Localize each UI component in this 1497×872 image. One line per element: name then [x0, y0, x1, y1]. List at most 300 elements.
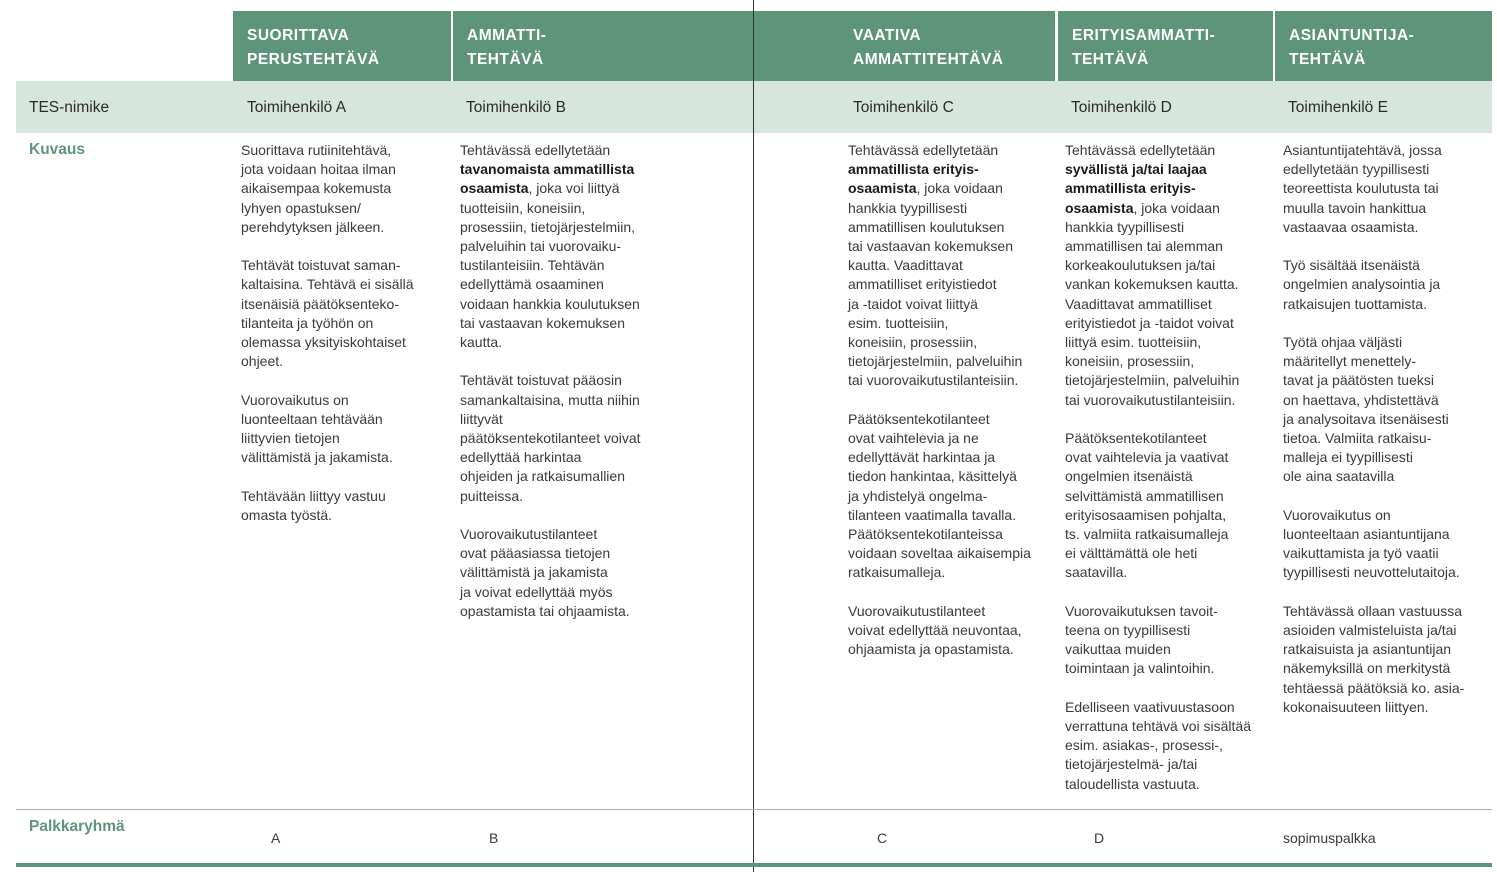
description-line [1283, 467, 1464, 486]
text: Vuorovaikutustilanteet [460, 526, 598, 543]
text: , joka voi liittyä [528, 180, 620, 197]
header-line: TEHTÄVÄ [467, 51, 544, 68]
text: liittyä esim. tuotteisiin, [1065, 334, 1202, 351]
description-line [460, 141, 641, 160]
header-line: TEHTÄVÄ [1072, 51, 1149, 68]
text: tietojärjestelmiin, palveluihin [848, 353, 1023, 370]
text: ovat pääasiassa tietojen [460, 545, 611, 562]
text: Tehtävässä edellytetään [848, 142, 999, 158]
text: tavat ja päätösten tueksi [1283, 372, 1434, 389]
description-line [460, 256, 641, 275]
description-line [1283, 448, 1464, 467]
description-line [848, 640, 1031, 659]
text: Työtä ohjaa väljästi [1283, 334, 1403, 350]
description-line [1283, 160, 1464, 179]
text: koneisiin, prosessiin, [1065, 353, 1195, 370]
text: ohjeet. [241, 353, 284, 370]
description-line [848, 563, 1031, 582]
text: kautta. [460, 334, 503, 351]
palkkaryhma-value-c: C [877, 830, 888, 846]
text: saatavilla. [1065, 564, 1128, 581]
description-line [1283, 275, 1464, 294]
text: ratkaisuista ja asiantuntijan [1283, 641, 1452, 658]
description-line [241, 295, 414, 314]
header-line: VAATIVA [853, 27, 922, 44]
text: tai vastaavan kokemuksen [848, 238, 1013, 255]
tes-value-e: Toimihenkilö E [1288, 99, 1388, 116]
text: ts. valmiita ratkaisumalleja [1065, 526, 1229, 543]
header-line: ASIANTUNTIJA- [1289, 27, 1415, 44]
description-line [460, 583, 641, 602]
description-line [1283, 429, 1464, 448]
text: erityistiedot ja -taidot voivat [1065, 314, 1234, 331]
text: Vuorovaikutus on [1283, 506, 1391, 523]
header-line: SUORITTAVA [247, 27, 350, 44]
text: puitteissa. [460, 487, 524, 504]
description-line [241, 160, 414, 179]
text: erityisosaamisen pohjalta, [1065, 506, 1227, 523]
text: , joka voidaan [1133, 199, 1220, 216]
text: tilanteen vaatimalla tavalla. [848, 506, 1017, 523]
text: kautta. Vaadittavat [848, 257, 963, 274]
description-line [848, 448, 1031, 467]
bold-text: ammatillista erityis- [848, 161, 979, 178]
text: Suorittava rutiinitehtävä, [241, 142, 392, 158]
description-paragraph [241, 141, 414, 237]
text: Edelliseen vaativuustasoon [1065, 698, 1235, 715]
bold-text: osaamista [848, 180, 917, 197]
description-line [241, 429, 414, 448]
description-paragraph [848, 602, 1031, 660]
description-line [460, 391, 641, 410]
description-column-b [460, 141, 641, 640]
description-line [848, 544, 1031, 563]
description-line [460, 448, 641, 467]
text: ja voivat edellyttää myös [460, 583, 613, 600]
description-line [1065, 314, 1251, 333]
text: lyhyen opastuksen/ [241, 199, 361, 216]
description-paragraph [241, 391, 414, 468]
description-line [1065, 640, 1251, 659]
description-line [460, 410, 641, 429]
description-line [1283, 602, 1464, 621]
description-line [1065, 391, 1251, 410]
description-line [848, 295, 1031, 314]
description-line [1283, 563, 1464, 582]
text: esim. asiakas-, prosessi-, [1065, 737, 1223, 754]
text: ratkaisumalleja. [848, 564, 946, 581]
description-line [241, 333, 414, 352]
text: määritellyt menettely- [1283, 353, 1417, 370]
description-line [1065, 736, 1251, 755]
text: palveluihin tai vuorovaiku- [460, 238, 622, 255]
text: päätöksentekotilanteet voivat [460, 430, 641, 447]
text: korkeakoulutuksen ja/tai [1065, 257, 1216, 274]
text: Tehtävässä ollaan vastuussa [1283, 602, 1462, 619]
text: ohjaamista ja opastamista. [848, 641, 1014, 658]
description-line [1283, 410, 1464, 429]
text: Tehtävät toistuvat pääosin [460, 372, 622, 389]
text: liittyvät [460, 410, 503, 427]
bold-text: tavanomaista ammatillista [460, 161, 635, 178]
description-paragraph [460, 525, 641, 621]
description-line [1283, 659, 1464, 678]
text: prosessiin, tietojärjestelmiin, [460, 218, 636, 235]
description-line [460, 371, 641, 390]
text: teena on tyypillisesti [1065, 622, 1191, 639]
description-line [1065, 199, 1251, 218]
text: ovat vaihtelevia ja vaativat [1065, 449, 1229, 466]
description-line [848, 160, 1031, 179]
description-line [848, 429, 1031, 448]
text: ongelmien itsenäistä [1065, 468, 1193, 485]
description-line [1065, 179, 1251, 198]
description-column-d [1065, 141, 1251, 813]
text: malleja ei tyypillisesti [1283, 449, 1413, 466]
text: vastaavaa osaamista. [1283, 218, 1419, 235]
description-line [460, 602, 641, 621]
palkkaryhma-label: Palkkaryhmä [29, 818, 125, 835]
text: Asiantuntijatehtävä, jossa [1283, 142, 1442, 158]
description-line [1065, 352, 1251, 371]
text: muulla tavoin hankittua [1283, 199, 1427, 216]
description-line [460, 333, 641, 352]
text: tiedon hankintaa, käsittelyä [848, 468, 1017, 485]
description-line [1065, 563, 1251, 582]
text: tyypillisesti neuvottelutaitoja. [1283, 564, 1460, 581]
text: ja -taidot voivat liittyä [848, 295, 978, 312]
tes-label: TES-nimike [29, 99, 110, 116]
text: voivat edellyttää neuvontaa, [848, 622, 1022, 639]
text: toimintaan ja valintoihin. [1065, 660, 1215, 677]
text: voidaan hankkia koulutuksen [460, 295, 640, 312]
text: edellytetään tyypillisesti [1283, 161, 1430, 178]
description-line [241, 352, 414, 371]
text: luonteeltaan asiantuntijana [1283, 526, 1450, 543]
description-line [848, 275, 1031, 294]
text: Päätöksentekotilanteissa [848, 526, 1003, 543]
text: perehdytyksen jälkeen. [241, 218, 385, 235]
description-line [460, 467, 641, 486]
description-line [848, 602, 1031, 621]
text: ja analysoitava itsenäisesti [1283, 410, 1449, 427]
text: luonteeltaan tehtävään [241, 410, 383, 427]
description-line [848, 371, 1031, 390]
header-line: TEHTÄVÄ [1289, 51, 1366, 68]
description-line [241, 506, 414, 525]
description-line [241, 391, 414, 410]
header-cell-2 [453, 11, 753, 81]
description-line [1065, 160, 1251, 179]
description-line [1065, 525, 1251, 544]
bold-text: osaamista [1065, 199, 1134, 216]
text: Vaadittavat ammatilliset [1065, 295, 1212, 312]
text: hankkia tyypillisesti [848, 199, 968, 216]
text: samankaltaisina, mutta niihin [460, 391, 640, 408]
description-column-c [848, 141, 1031, 679]
text: tai vastaavan kokemuksen [460, 314, 625, 331]
description-line [241, 487, 414, 506]
description-line [1065, 333, 1251, 352]
description-line [848, 314, 1031, 333]
text: tustilanteisiin. Tehtävän [460, 257, 605, 274]
description-column-a [241, 141, 414, 544]
text: ovat vaihtelevia ja ne [848, 430, 979, 447]
text: jota voidaan hoitaa ilman [241, 161, 396, 178]
text: selvittämistä ammatillisen [1065, 487, 1224, 504]
text: tai vuorovaikutustilanteisiin. [848, 372, 1019, 389]
description-line [1065, 371, 1251, 390]
header-cell-4 [1058, 11, 1273, 81]
description-line [848, 237, 1031, 256]
description-line [1283, 506, 1464, 525]
tes-value-b: Toimihenkilö B [466, 99, 566, 116]
text: Vuorovaikutustilanteet [848, 602, 986, 619]
description-line [1065, 544, 1251, 563]
description-line [460, 429, 641, 448]
text: edellyttää harkintaa [460, 449, 582, 466]
description-line [1283, 218, 1464, 237]
description-paragraph [848, 141, 1031, 391]
header-line: PERUSTEHTÄVÄ [247, 51, 380, 68]
description-line [848, 333, 1031, 352]
text: ammatillisen koulutuksen [848, 218, 1005, 235]
bold-text: osaamista [460, 180, 529, 197]
text: Tehtävässä edellytetään [1065, 142, 1216, 158]
description-paragraph [460, 141, 641, 352]
description-line [1065, 717, 1251, 736]
bottom-rule [16, 863, 1492, 867]
description-line [1065, 295, 1251, 314]
description-line [1065, 467, 1251, 486]
description-line [1283, 621, 1464, 640]
text: edellyttämä osaaminen [460, 276, 604, 293]
text: tietoa. Valmiita ratkaisu- [1283, 430, 1432, 447]
description-line [1283, 525, 1464, 544]
description-line [1283, 295, 1464, 314]
text: koneisiin, prosessiin, [848, 334, 978, 351]
text: Työ sisältää itsenäistä [1283, 257, 1420, 274]
text: tai vuorovaikutustilanteisiin. [1065, 391, 1236, 408]
text: Tehtävään liittyy vastuu [241, 487, 386, 504]
description-column-e [1283, 141, 1464, 736]
description-line [1283, 679, 1464, 698]
text: edellyttävät harkintaa ja [848, 449, 996, 466]
text: opastamista tai ohjaamista. [460, 602, 630, 619]
description-paragraph [1283, 256, 1464, 314]
description-paragraph [241, 256, 414, 371]
description-line [848, 199, 1031, 218]
description-line [1065, 698, 1251, 717]
description-line [848, 410, 1031, 429]
text: näkemyksillä on merkitystä [1283, 660, 1451, 677]
description-line [848, 467, 1031, 486]
description-line [848, 506, 1031, 525]
header-line: AMMATTITEHTÄVÄ [853, 51, 1004, 68]
description-line [460, 295, 641, 314]
description-line [460, 237, 641, 256]
description-paragraph [1065, 602, 1251, 679]
description-line [848, 352, 1031, 371]
text: asioiden valmisteluista ja/tai [1283, 622, 1457, 639]
text: ei välttämättä ole heti [1065, 545, 1198, 562]
text: Vuorovaikutuksen tavoit- [1065, 602, 1218, 619]
text: ohjeiden ja ratkaisumallien [460, 468, 625, 485]
description-line [848, 256, 1031, 275]
description-line [460, 160, 641, 179]
header-cell-1 [233, 11, 451, 81]
description-line [460, 487, 641, 506]
description-line [848, 621, 1031, 640]
description-line [1065, 659, 1251, 678]
description-line [460, 525, 641, 544]
description-line [1283, 179, 1464, 198]
text: välittämistä ja jakamista [460, 564, 608, 581]
description-paragraph [1065, 698, 1251, 794]
description-line [241, 141, 414, 160]
description-line [241, 199, 414, 218]
description-line [1065, 141, 1251, 160]
description-paragraph [1283, 602, 1464, 717]
palkkaryhma-value-e: sopimuspalkka [1283, 830, 1376, 846]
header-cell-3 [753, 11, 1055, 81]
text: olemassa yksityiskohtaiset [241, 334, 406, 351]
text: kokonaisuuteen liittyen. [1283, 698, 1429, 715]
page-fold-line [753, 0, 754, 872]
description-line [848, 179, 1031, 198]
text: ja yhdistelyä ongelma- [848, 487, 988, 504]
text: taloudellista vastuuta. [1065, 775, 1200, 792]
text: itsenäisiä päätöksenteko- [241, 295, 399, 312]
description-line [241, 256, 414, 275]
text: tietojärjestelmiin, palveluihin [1065, 372, 1240, 389]
tes-value-a: Toimihenkilö A [247, 99, 347, 116]
text: Vuorovaikutus on [241, 391, 349, 408]
description-line [1065, 602, 1251, 621]
description-line [241, 314, 414, 333]
text: Tehtävät toistuvat saman- [241, 257, 401, 274]
text: liittyvien tietojen [241, 430, 340, 447]
description-line [1283, 544, 1464, 563]
text: vaikuttaa muiden [1065, 641, 1171, 658]
text: kaltaisina. Tehtävä ei sisällä [241, 276, 414, 293]
text: Päätöksentekotilanteet [848, 410, 990, 427]
description-line [460, 275, 641, 294]
text: on haettava, yhdistettävä [1283, 391, 1439, 408]
description-line [241, 448, 414, 467]
description-line [848, 141, 1031, 160]
description-paragraph [460, 371, 641, 505]
palkkaryhma-value-a: A [271, 830, 281, 846]
description-line [1065, 218, 1251, 237]
text: Tehtävässä edellytetään [460, 142, 611, 158]
description-line [1065, 621, 1251, 640]
tes-value-d: Toimihenkilö D [1071, 99, 1172, 116]
kuvaus-label: Kuvaus [29, 141, 85, 158]
description-line [460, 544, 641, 563]
description-line [241, 410, 414, 429]
description-line [1283, 333, 1464, 352]
description-line [460, 314, 641, 333]
palkkaryhma-value-d: D [1094, 830, 1105, 846]
text: ammatillisen tai alemman [1065, 238, 1223, 255]
header-line: ERITYISAMMATTI- [1072, 27, 1216, 44]
description-line [460, 199, 641, 218]
description-line [1065, 775, 1251, 794]
text: omasta työstä. [241, 506, 333, 523]
text: vaikuttamista ja työ vaatii [1283, 545, 1439, 562]
divider-line [16, 809, 1492, 810]
description-line [1283, 256, 1464, 275]
text: tuotteisiin, koneisiin, [460, 199, 586, 216]
description-paragraph [1065, 429, 1251, 583]
text: ammatilliset erityistiedot [848, 276, 997, 293]
description-paragraph [1283, 333, 1464, 487]
text: teoreettista koulutusta tai [1283, 180, 1439, 197]
description-line [848, 487, 1031, 506]
description-line [1065, 256, 1251, 275]
description-line [241, 275, 414, 294]
text: hankkia tyypillisesti [1065, 218, 1185, 235]
description-line [460, 179, 641, 198]
tes-row [16, 81, 1492, 133]
description-paragraph [1283, 141, 1464, 237]
text: vankan kokemuksen kautta. [1065, 276, 1239, 293]
text: tehtäessä päätöksiä ko. asia- [1283, 679, 1465, 696]
description-line [460, 218, 641, 237]
text: ole aina saatavilla [1283, 468, 1395, 485]
text: tilanteita ja työhön on [241, 314, 374, 331]
text: ratkaisujen tuottamista. [1283, 295, 1427, 312]
text: esim. tuotteisiin, [848, 314, 949, 331]
bold-text: syvällistä ja/tai laajaa [1065, 161, 1207, 178]
text: Päätöksentekotilanteet [1065, 430, 1207, 447]
text: tietojärjestelmä- ja/tai [1065, 756, 1198, 773]
description-line [1065, 429, 1251, 448]
text: voidaan soveltaa aikaisempia [848, 545, 1031, 562]
description-paragraph [1283, 506, 1464, 583]
tes-value-c: Toimihenkilö C [853, 99, 954, 116]
description-line [1065, 237, 1251, 256]
description-line [1065, 487, 1251, 506]
palkkaryhma-value-b: B [489, 830, 499, 846]
description-paragraph [241, 487, 414, 525]
description-paragraph [848, 410, 1031, 583]
description-line [1065, 755, 1251, 774]
description-line [241, 179, 414, 198]
description-line [1283, 391, 1464, 410]
description-line [241, 218, 414, 237]
description-line [1283, 640, 1464, 659]
description-line [848, 525, 1031, 544]
text: , joka voidaan [916, 180, 1003, 197]
bold-text: ammatillista erityis- [1065, 180, 1196, 197]
description-line [1283, 371, 1464, 390]
description-line [1283, 199, 1464, 218]
header-cell-5 [1275, 11, 1492, 81]
description-line [1065, 506, 1251, 525]
description-line [848, 218, 1031, 237]
description-line [1283, 698, 1464, 717]
description-line [1283, 141, 1464, 160]
description-line [1065, 275, 1251, 294]
text: ongelmien analysointia ja [1283, 276, 1441, 293]
description-line [1065, 448, 1251, 467]
description-line [1283, 352, 1464, 371]
header-line: AMMATTI- [467, 27, 547, 44]
text: aikaisempaa kokemusta [241, 180, 392, 197]
text: verrattuna tehtävä voi sisältää [1065, 718, 1251, 735]
